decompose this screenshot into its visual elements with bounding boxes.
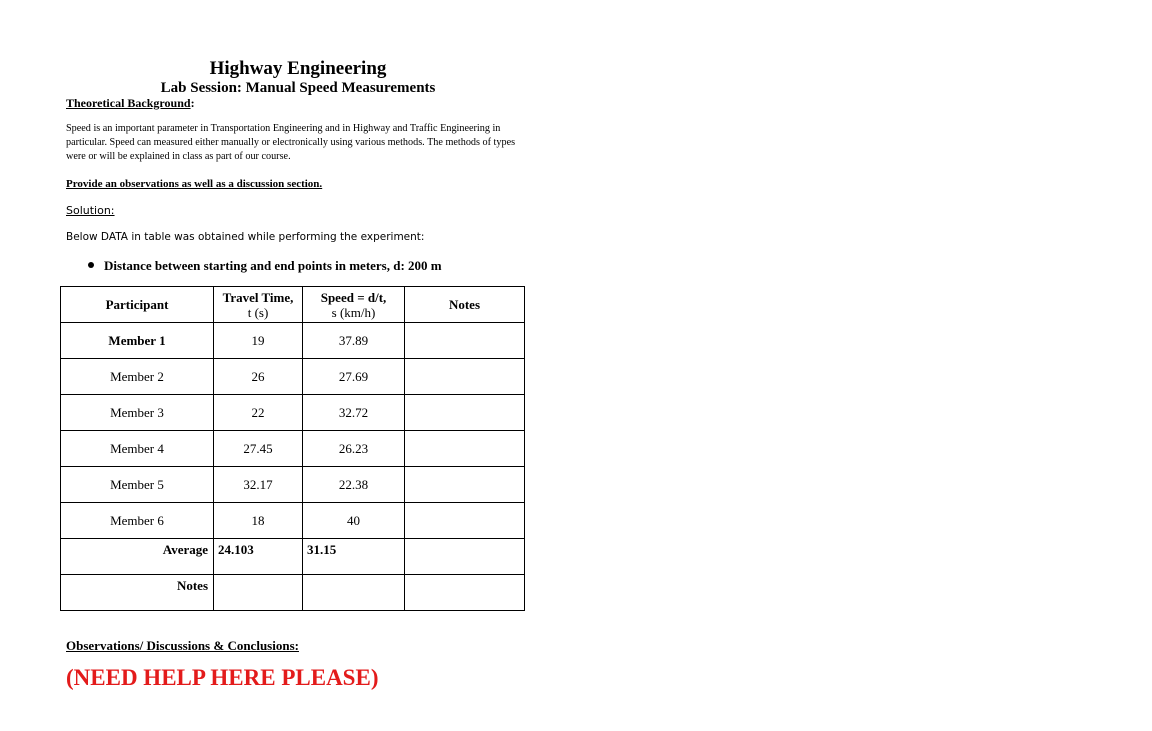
average-row [61,539,525,575]
bullet-dot-icon [88,262,94,268]
data-intro: Below DATA in table was obtained while performing the experiment: [66,231,425,243]
time-cell: 19 [214,323,303,359]
time-cell: 22 [214,395,303,431]
header-notes: Notes [405,287,525,323]
speed-cell: 26.23 [303,431,405,467]
speed-cell: 40 [303,503,405,539]
notes-row-notes-cell [405,575,525,611]
average-label: Average [61,539,214,575]
time-cell: 32.17 [214,467,303,503]
notes-cell [405,431,525,467]
header-speed [303,287,405,323]
provide-note: Provide an observations as well as a discussion section. [66,178,323,190]
participant-cell: Member 6 [61,503,214,539]
average-speed: 31.15 [303,539,405,575]
theory-heading-text: Theoretical Background [66,96,191,110]
notes-row-speed-cell [303,575,405,611]
notes-cell [405,467,525,503]
table-header-row [61,287,525,323]
distance-text: Distance between starting and end points in meters, d: 200 m [104,258,442,273]
document-title: Highway Engineering [209,58,387,79]
speed-cell: 32.72 [303,395,405,431]
participant-cell: Member 5 [61,467,214,503]
notes-row-label: Notes [61,575,214,611]
participant-cell: Member 4 [61,431,214,467]
table-row [61,503,525,539]
theory-heading [66,96,195,111]
notes-row-time-cell [214,575,303,611]
notes-cell [405,323,525,359]
header-speed-line2: s (km/h) [331,304,376,320]
participant-cell: Member 1 [61,323,214,359]
speed-data-table [60,286,525,611]
solution-label: Solution: [66,204,115,217]
time-cell: 27.45 [214,431,303,467]
speed-cell: 27.69 [303,359,405,395]
header-travel-line2: t (s) [247,304,269,320]
table-row [61,431,525,467]
average-notes-cell [405,539,525,575]
speed-cell: 22.38 [303,467,405,503]
notes-row [61,575,525,611]
notes-cell [405,503,525,539]
time-cell: 26 [214,359,303,395]
table-row [61,323,525,359]
speed-cell: 37.89 [303,323,405,359]
table-row [61,395,525,431]
header-participant: Participant [61,287,214,323]
header-speed-line1: Speed = d/t, [320,289,387,305]
distance-bullet [88,258,442,274]
header-travel-time [214,287,303,323]
document-subtitle: Lab Session: Manual Speed Measurements [160,80,436,96]
participant-cell: Member 2 [61,359,214,395]
table-row [61,359,525,395]
time-cell: 18 [214,503,303,539]
average-time: 24.103 [214,539,303,575]
notes-cell [405,359,525,395]
theory-heading-colon: : [190,96,195,110]
help-request-text: (NEED HELP HERE PLEASE) [66,665,379,690]
theory-paragraph: Speed is an important parameter in Transportation Engineering and in Highway and Traffic Engineering in particular. Speed can measured either manually or electronically using various methods. The methods of types were or will be explained in class as part of our course. [66,123,516,162]
participant-cell: Member 3 [61,395,214,431]
notes-cell [405,395,525,431]
table-row [61,467,525,503]
header-travel-line1: Travel Time, [222,289,294,305]
observations-heading: Observations/ Discussions & Conclusions: [66,638,299,653]
